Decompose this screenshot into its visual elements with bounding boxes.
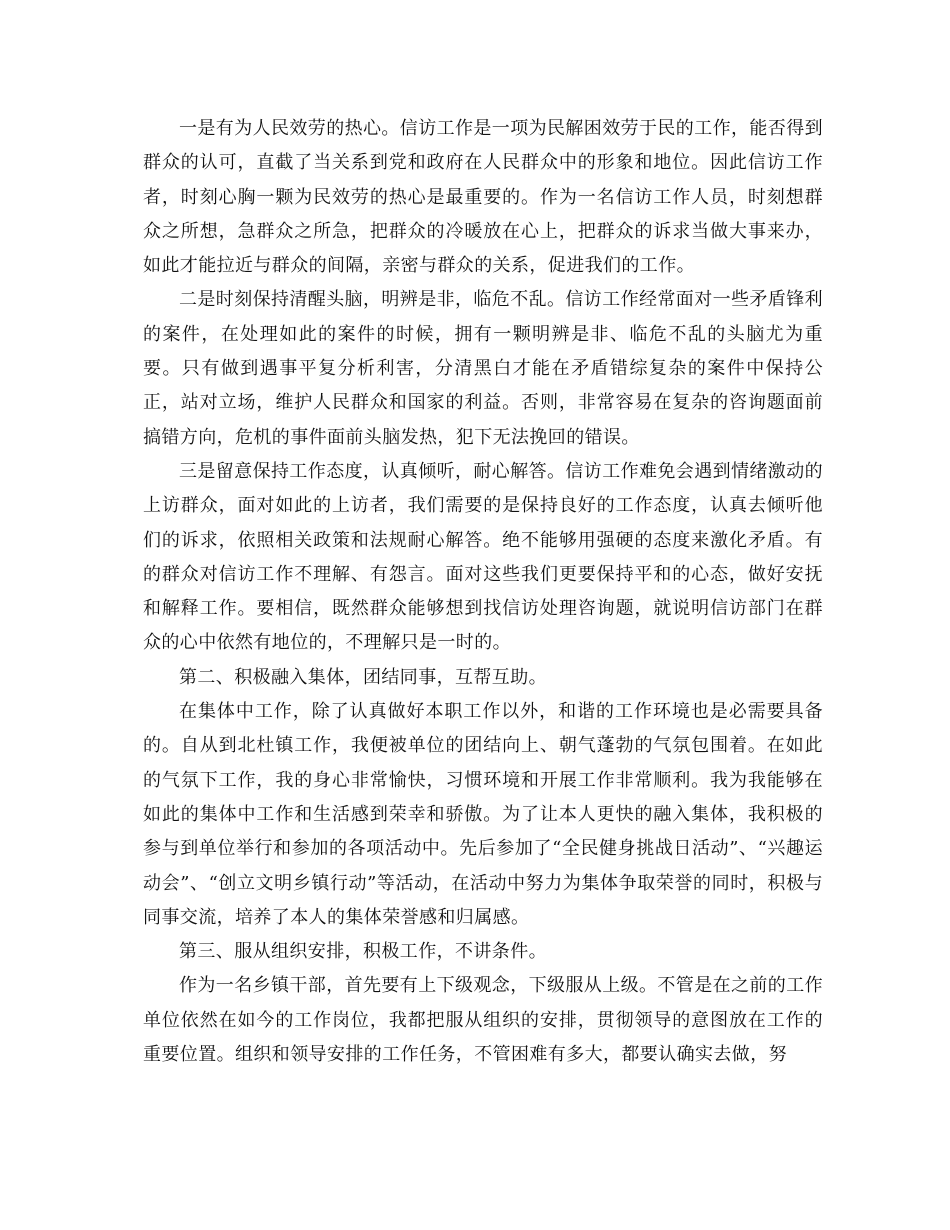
- paragraph-3: 三是留意保持工作态度，认真倾听，耐心解答。信访工作难免会遇到情绪激动的上访群众，面对如此的上访者，我们需要的是保持良好的工作态度，认真去倾听他们的诉求，依照相关政策和法规耐心解答。绝不能够用强硬的态度来激化矛盾。有的群众对信访工作不理解、有怨言。面对这些我们更要保持平和的心态，做好安抚和解释工作。要相信，既然群众能够想到找信访处理咨询题，就说明信访部门在群众的心中依然有地位的，不理解只是一时的。: [143, 460, 823, 654]
- paragraph-5: 作为一名乡镇干部，首先要有上下级观念，下级服从上级。不管是在之前的工作单位依然在如今的工作岗位，我都把服从组织的安排，贯彻领导的意图放在工作的重要位置。组织和领导安排的工作任务，不管困难有多大，都要认确实去做，努: [143, 975, 823, 1066]
- section-heading-third: 第三、服从组织安排，积极工作，不讲条件。: [179, 941, 547, 963]
- paragraph-1: 一是有为人民效劳的热心。信访工作是一项为民解困效劳于民的工作，能否得到群众的认可，直截了当关系到党和政府在人民群众中的形象和地位。因此信访工作者，时刻心胸一颗为民效劳的热心是最重要的。作为一名信访工作人员，时刻想群众之所想，急群众之所急，把群众的冷暖放在心上，把群众的诉求当做大事来办，如此才能拉近与群众的间隔，亲密与群众的关系，促进我们的工作。: [143, 118, 823, 277]
- section-heading-second: 第二、积极融入集体，团结同事，互帮互助。: [179, 666, 547, 688]
- paragraph-4: 在集体中工作，除了认真做好本职工作以外，和谐的工作环境也是必需要具备的。自从到北杜镇工作，我便被单位的团结向上、朝气蓬勃的气氛包围着。在如此的气氛下工作，我的身心非常愉快，习惯环境和开展工作非常顺利。我为我能够在如此的集体中工作和生活感到荣幸和骄傲。为了让本人更快的融入集体，我积极的参与到单位举行和参加的各项活动中。先后参加了“全民健身挑战日活动”、“兴趣运动会”、“创立文明乡镇行动”等活动，在活动中努力为集体争取荣誉的同时，积极与同事交流，培养了本人的集体荣誉感和归属感。: [143, 701, 823, 928]
- document-page: [143, 112, 823, 1072]
- paragraph-2: 二是时刻保持清醒头脑，明辨是非，临危不乱。信访工作经常面对一些矛盾锋利的案件，在处理如此的案件的时候，拥有一颗明辨是非、临危不乱的头脑尤为重要。只有做到遇事平复分析利害，分清黑白才能在矛盾错综复杂的案件中保持公正，站对立场，维护人民群众和国家的利益。否则，非常容易在复杂的咨询题面前搞错方向，危机的事件面前头脑发热，犯下无法挽回的错误。: [143, 289, 823, 448]
